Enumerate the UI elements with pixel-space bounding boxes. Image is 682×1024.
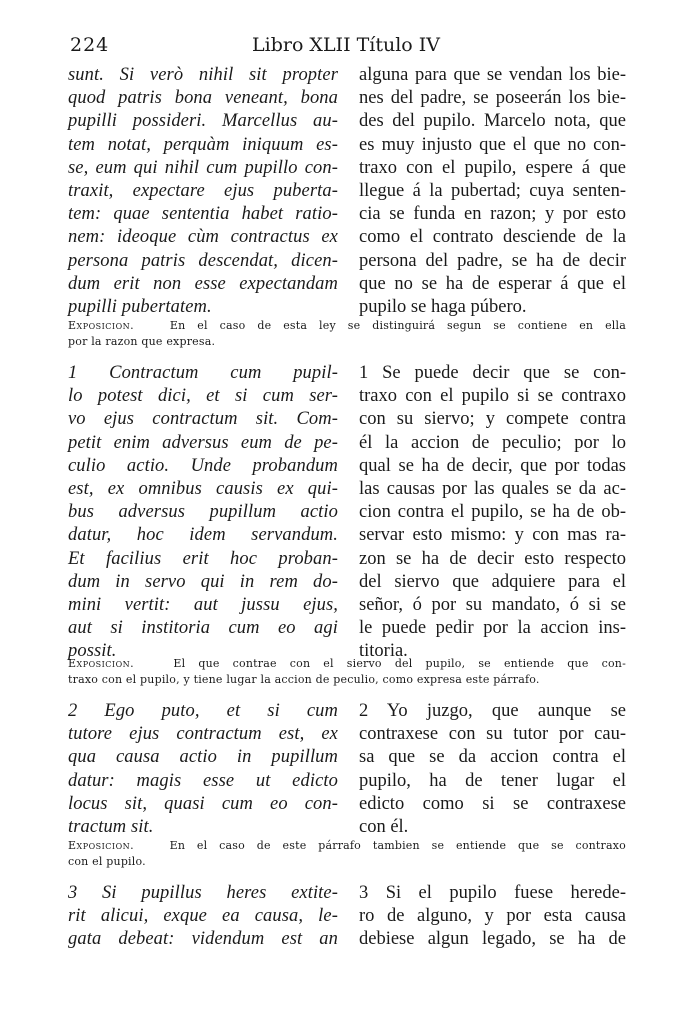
- spanish-column-law: [359, 64, 626, 319]
- latin-line: culio actio. Unde probandum: [68, 455, 338, 476]
- spanish-line: edicto como si se contraxese: [359, 793, 626, 814]
- exposicion-line: [68, 656, 626, 672]
- spanish-line: alguna para que se vendan los bie-: [359, 65, 626, 85]
- spanish-line: pupilo, ha de tener lugar el: [359, 770, 626, 791]
- latin-column-law: [68, 64, 338, 319]
- latin-line: vo ejus contractum sit. Com-: [68, 409, 338, 430]
- spanish-line: servar esto mismo: y con mas ra-: [359, 525, 626, 546]
- exposicion-text: En el caso de este párrafo tambien se entiende que se contraxo: [169, 839, 626, 852]
- latin-line: possit.: [68, 641, 117, 662]
- exposicion-text: El que contrae con el siervo del pupilo, se entiende que con-: [173, 657, 626, 670]
- latin-line: quod patris bona veneant, bona: [68, 88, 338, 109]
- exposicion-line: [68, 838, 626, 854]
- exposicion-text: En el caso de esta ley se distinguirá segun se contiene en ella: [169, 319, 627, 332]
- latin-column-paragraph-2: [68, 700, 338, 839]
- latin-line: gata debeat: videndum est an: [68, 929, 338, 950]
- spanish-line: ro de alguno, y por esta causa: [359, 906, 626, 927]
- exposicion-line: por la razon que expresa.: [68, 335, 216, 348]
- exposicion-line: traxo con el pupilo, y tiene lugar la accion de peculio, como expresa este párrafo.: [68, 673, 540, 686]
- latin-line: lo potest dici, et si cum ser-: [68, 386, 338, 407]
- spanish-line: titoria.: [359, 641, 408, 662]
- latin-line: nem: ideoque cùm contractus ex: [68, 227, 338, 248]
- latin-line: tutore ejus contractum est, ex: [68, 724, 338, 745]
- latin-line: se, eum qui nihil cum pupillo con-: [68, 157, 338, 178]
- spanish-column-paragraph-2: [359, 700, 626, 839]
- spanish-line: contraxese con su tutor por cau-: [359, 724, 626, 745]
- spanish-column-paragraph-1: [359, 362, 626, 664]
- spanish-line: qual se ha de decir, que por todas: [359, 455, 626, 476]
- latin-column-paragraph-1: [68, 362, 338, 664]
- spanish-line: nes del padre, se poseerán los bie-: [359, 88, 626, 109]
- latin-line: 3 Si pupillus heres extite-: [68, 883, 338, 903]
- spanish-line: con su siervo; y compete contra: [359, 409, 626, 430]
- spanish-line: con él.: [359, 817, 409, 838]
- latin-line: pupilli pubertatem.: [68, 297, 212, 318]
- spanish-line: zon se ha de decir esto respecto: [359, 548, 626, 569]
- exposicion-label: Exposicion.: [68, 657, 135, 670]
- latin-line: tractum sit.: [68, 817, 154, 838]
- latin-line: 1 Contractum cum pupil-: [68, 363, 338, 383]
- latin-line: persona patris descendat, dicen-: [68, 250, 338, 271]
- spanish-line: cia se funda en razon; y por esto: [359, 204, 626, 225]
- latin-line: petit enim adversus eum de pe-: [68, 432, 338, 453]
- latin-line: pupilli possideri. Marcellus au-: [68, 111, 338, 132]
- spanish-line: llegue á la pubertad; cuya senten-: [359, 181, 626, 202]
- latin-line: datur: magis esse ut edicto: [68, 770, 338, 791]
- latin-line: dum in servo qui in rem do-: [68, 571, 338, 592]
- spanish-line: traxo con el pupilo si se contraxo: [359, 386, 626, 407]
- spanish-line: des del pupilo. Marcelo nota, que: [359, 111, 626, 132]
- latin-line: est, ex omnibus causis ex qui-: [68, 479, 338, 500]
- spanish-line: pupilo se haga púbero.: [359, 297, 527, 318]
- spanish-line: 2 Yo juzgo, que aunque se: [359, 701, 626, 721]
- latin-line: tem: quae sententia habet ratio-: [68, 204, 338, 225]
- page-number: 224: [70, 34, 110, 56]
- exposicion-note: [68, 656, 626, 688]
- latin-line: Et facilius erit hoc proban-: [68, 548, 338, 569]
- exposicion-note: [68, 318, 626, 350]
- spanish-line: 3 Si el pupilo fuese herede-: [359, 883, 626, 903]
- spanish-line: él la accion de peculio; por lo: [359, 432, 626, 453]
- page-header: [0, 30, 682, 60]
- latin-line: traxit, expectare ejus puberta-: [68, 181, 338, 202]
- latin-line: rit alicui, exque ea causa, le-: [68, 906, 338, 927]
- latin-line: datur, hoc idem servandum.: [68, 525, 338, 546]
- latin-line: bus adversus pupillum actio: [68, 502, 338, 523]
- spanish-column-paragraph-3: [359, 882, 626, 952]
- latin-line: qua causa actio in pupillum: [68, 747, 338, 768]
- spanish-line: le puede pedir por la accion ins-: [359, 618, 626, 639]
- exposicion-label: Exposicion.: [68, 839, 135, 852]
- spanish-line: es muy injusto que el que no con-: [359, 134, 626, 155]
- spanish-line: traxo con el pupilo, espere á que: [359, 157, 626, 178]
- spanish-line: del siervo que adquiere para el: [359, 571, 626, 592]
- latin-line: aut si institoria cum eo agi: [68, 618, 338, 639]
- running-head: Libro XLII Título IV: [252, 34, 441, 56]
- latin-line: tem notat, perquàm iniquum es-: [68, 134, 338, 155]
- latin-line: dum erit non esse expectandam: [68, 273, 338, 294]
- spanish-line: persona del padre, se ha de decir: [359, 250, 626, 271]
- spanish-line: debiese algun legado, se ha de: [359, 929, 626, 950]
- latin-line: locus sit, quasi cum eo con-: [68, 793, 338, 814]
- spanish-line: que no se ha de esperar á que el: [359, 273, 626, 294]
- exposicion-line: con el pupilo.: [68, 855, 146, 868]
- latin-line: mini vertit: aut jussu ejus,: [68, 595, 338, 616]
- exposicion-line: [68, 318, 626, 334]
- latin-line: sunt. Si verò nihil sit propter: [68, 65, 338, 85]
- spanish-line: sa que se da accion contra el: [359, 747, 626, 768]
- spanish-line: cion contra el pupilo, se ha de ob-: [359, 502, 626, 523]
- spanish-line: como el contrato desciende de la: [359, 227, 626, 248]
- latin-column-paragraph-3: [68, 882, 338, 952]
- spanish-line: señor, ó por su mandato, ó si se: [359, 595, 626, 616]
- latin-line: 2 Ego puto, et si cum: [68, 701, 338, 721]
- exposicion-note: [68, 838, 626, 870]
- exposicion-label: Exposicion.: [68, 319, 135, 332]
- spanish-line: las causas por las quales se da ac-: [359, 479, 626, 500]
- spanish-line: 1 Se puede decir que se con-: [359, 363, 626, 383]
